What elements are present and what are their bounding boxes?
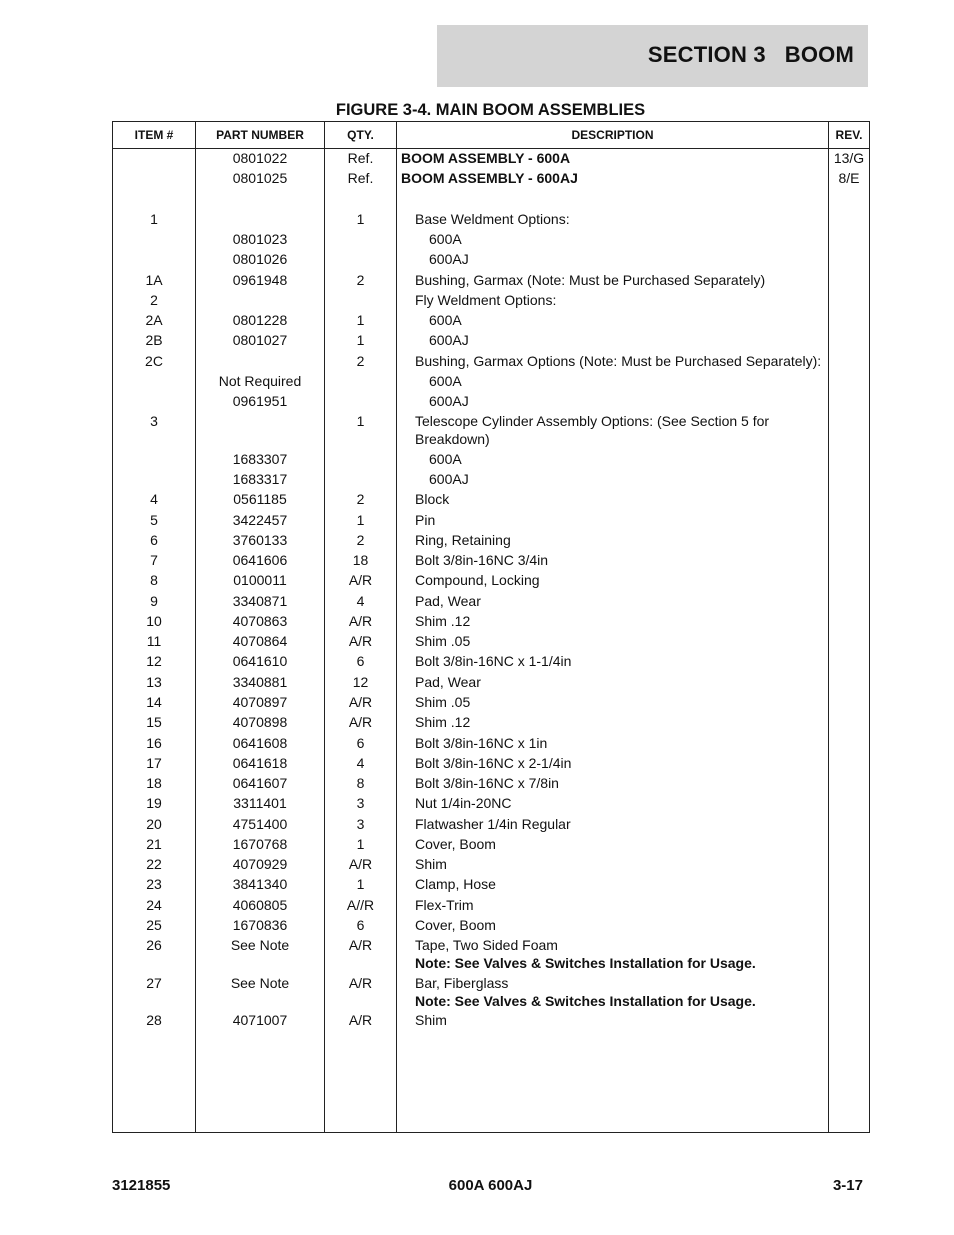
header-item: ITEM # <box>134 128 174 142</box>
revision: 8/E <box>838 170 860 186</box>
quantity: 2 <box>356 491 365 507</box>
item-number: 22 <box>146 856 162 872</box>
description: Block <box>415 491 450 507</box>
item-number: 26 <box>146 937 162 953</box>
part-number: 4070898 <box>232 714 288 730</box>
quantity: A/R <box>348 613 373 629</box>
description: 600AJ <box>429 471 469 487</box>
description: Clamp, Hose <box>415 876 496 892</box>
column-divider <box>396 122 397 1132</box>
item-number: 7 <box>150 552 158 568</box>
quantity: 6 <box>356 653 365 669</box>
quantity: A/R <box>348 694 373 710</box>
part-number: 4060805 <box>232 897 288 913</box>
quantity: 1 <box>356 876 365 892</box>
quantity: 2 <box>356 353 365 369</box>
part-number: 4751400 <box>232 816 288 832</box>
part-number: 3422457 <box>232 512 288 528</box>
description: 600AJ <box>429 332 469 348</box>
item-number: 2 <box>150 292 158 308</box>
item-number: 13 <box>146 674 162 690</box>
description: 600A <box>429 451 462 467</box>
quantity: 1 <box>356 332 365 348</box>
item-number: 9 <box>150 593 158 609</box>
description: Bolt 3/8in-16NC x 2-1/4in <box>415 755 572 771</box>
quantity: 6 <box>356 735 365 751</box>
quantity: 2 <box>356 532 365 548</box>
quantity: Ref. <box>347 170 374 186</box>
footer-model: 600A 600AJ <box>448 1177 533 1194</box>
description: 600A <box>429 231 462 247</box>
description: Bolt 3/8in-16NC 3/4in <box>415 552 549 568</box>
part-number: 4070863 <box>232 613 288 629</box>
description: Compound, Locking <box>415 572 540 588</box>
item-number: 17 <box>146 755 162 771</box>
item-number: 2C <box>145 353 163 369</box>
part-number: 3311401 <box>233 795 287 811</box>
quantity: A/R <box>348 856 373 872</box>
quantity: 1 <box>356 413 365 429</box>
part-number: 1670836 <box>232 917 288 933</box>
item-number: 11 <box>146 633 162 649</box>
description: Cover, Boom <box>415 836 496 852</box>
description: 600AJ <box>429 251 469 267</box>
description: Shim .12 <box>415 714 471 730</box>
footer-doc-number: 3121855 <box>112 1177 171 1194</box>
header-description: DESCRIPTION <box>571 128 654 142</box>
quantity: A/R <box>348 975 373 991</box>
description-continued: Breakdown) <box>415 431 490 447</box>
part-number: 0100011 <box>233 572 287 588</box>
part-number: 3340871 <box>232 593 288 609</box>
item-number: 5 <box>150 512 158 528</box>
part-number: 1670768 <box>232 836 288 852</box>
description: Nut 1/4in-20NC <box>415 795 512 811</box>
part-number: 0961948 <box>232 272 288 288</box>
item-number: 1 <box>150 211 158 227</box>
quantity: 1 <box>356 211 365 227</box>
section-banner <box>437 25 868 87</box>
description: BOOM ASSEMBLY - 600AJ <box>401 170 578 186</box>
description: Pad, Wear <box>415 674 481 690</box>
part-number: 3760133 <box>232 532 288 548</box>
part-number: 4071007 <box>232 1012 288 1028</box>
part-number: 0641618 <box>232 755 288 771</box>
quantity: A//R <box>346 897 375 913</box>
description: Cover, Boom <box>415 917 496 933</box>
quantity: 12 <box>352 674 369 690</box>
quantity: 3 <box>356 816 365 832</box>
part-number: 3841340 <box>232 876 288 892</box>
quantity: Ref. <box>347 150 374 166</box>
description: Ring, Retaining <box>415 532 511 548</box>
item-number: 27 <box>146 975 162 991</box>
description: Telescope Cylinder Assembly Options: (See Section 5 for <box>415 413 770 429</box>
description: 600AJ <box>429 393 469 409</box>
section-title: SECTION 3 BOOM <box>647 42 854 67</box>
item-number: 16 <box>146 735 162 751</box>
description: Bushing, Garmax (Note: Must be Purchased Separately) <box>415 272 766 288</box>
part-number: See Note <box>230 975 290 991</box>
description: Pad, Wear <box>415 593 481 609</box>
item-number: 3 <box>150 413 158 429</box>
item-number: 14 <box>146 694 162 710</box>
part-number: 0641608 <box>232 735 288 751</box>
item-number: 20 <box>146 816 162 832</box>
description: Bolt 3/8in-16NC x 7/8in <box>415 775 559 791</box>
part-number: 0801027 <box>232 332 288 348</box>
part-number: 0641610 <box>232 653 288 669</box>
header-rev: REV. <box>835 128 863 142</box>
item-number: 2A <box>145 312 163 328</box>
item-number: 23 <box>146 876 162 892</box>
quantity: 1 <box>356 512 365 528</box>
parts-table <box>112 121 870 1133</box>
description: Base Weldment Options: <box>415 211 570 227</box>
quantity: A/R <box>348 633 373 649</box>
quantity: 8 <box>356 775 365 791</box>
quantity: A/R <box>348 572 373 588</box>
header-part-number: PART NUMBER <box>216 128 304 142</box>
item-number: 10 <box>146 613 162 629</box>
description: Tape, Two Sided Foam <box>415 937 558 953</box>
part-number: 0641606 <box>232 552 288 568</box>
quantity: 4 <box>356 593 365 609</box>
part-number: 0801228 <box>232 312 288 328</box>
description: Bushing, Garmax Options (Note: Must be Purchased Separately): <box>415 353 822 369</box>
part-number: 4070864 <box>232 633 288 649</box>
description-note: Note: See Valves & Switches Installation for Usage. <box>415 955 756 971</box>
part-number: 0641607 <box>232 775 288 791</box>
item-number: 4 <box>150 491 158 507</box>
part-number: 0801026 <box>232 251 288 267</box>
header-qty: QTY. <box>347 128 374 142</box>
part-number: 0801023 <box>232 231 288 247</box>
item-number: 6 <box>150 532 158 548</box>
description: Shim .12 <box>415 613 471 629</box>
part-number: 4070897 <box>232 694 288 710</box>
quantity: A/R <box>348 714 373 730</box>
quantity: 1 <box>356 312 365 328</box>
description: Flex-Trim <box>415 897 474 913</box>
quantity: 4 <box>356 755 365 771</box>
description: Bar, Fiberglass <box>415 975 509 991</box>
quantity: 1 <box>356 836 365 852</box>
part-number: 3340881 <box>232 674 288 690</box>
item-number: 12 <box>146 653 162 669</box>
description: Bolt 3/8in-16NC x 1in <box>415 735 548 751</box>
quantity: 2 <box>356 272 365 288</box>
footer-page-number: 3-17 <box>832 1177 863 1194</box>
quantity: 18 <box>352 552 369 568</box>
item-number: 24 <box>146 897 162 913</box>
part-number: See Note <box>230 937 290 953</box>
item-number: 21 <box>146 836 162 852</box>
part-number: 1683307 <box>232 451 288 467</box>
description: Shim <box>415 856 447 872</box>
part-number: 1683317 <box>232 471 288 487</box>
figure-title: FIGURE 3-4. MAIN BOOM ASSEMBLIES <box>335 101 646 119</box>
revision: 13/G <box>833 150 865 166</box>
item-number: 1A <box>145 272 163 288</box>
item-number: 15 <box>146 714 162 730</box>
description: Fly Weldment Options: <box>415 292 557 308</box>
description-note: Note: See Valves & Switches Installation for Usage. <box>415 993 756 1009</box>
item-number: 28 <box>146 1012 162 1028</box>
description: Flatwasher 1/4in Regular <box>415 816 571 832</box>
part-number: 4070929 <box>232 856 288 872</box>
quantity: A/R <box>348 937 373 953</box>
part-number: 0801025 <box>232 170 288 186</box>
description: Shim .05 <box>415 633 471 649</box>
description: BOOM ASSEMBLY - 600A <box>401 150 571 166</box>
item-number: 2B <box>145 332 163 348</box>
description: 600A <box>429 312 462 328</box>
part-number: 0961951 <box>232 393 288 409</box>
item-number: 25 <box>146 917 162 933</box>
quantity: 3 <box>356 795 365 811</box>
quantity: A/R <box>348 1012 373 1028</box>
quantity: 6 <box>356 917 365 933</box>
description: Shim .05 <box>415 694 471 710</box>
description: Shim <box>415 1012 447 1028</box>
description: Bolt 3/8in-16NC x 1-1/4in <box>415 653 572 669</box>
description: 600A <box>429 373 462 389</box>
part-number: Not Required <box>218 373 302 389</box>
description: Pin <box>415 512 436 528</box>
item-number: 19 <box>146 795 162 811</box>
part-number: 0561185 <box>233 491 287 507</box>
item-number: 8 <box>150 572 158 588</box>
part-number: 0801022 <box>232 150 288 166</box>
item-number: 18 <box>146 775 162 791</box>
